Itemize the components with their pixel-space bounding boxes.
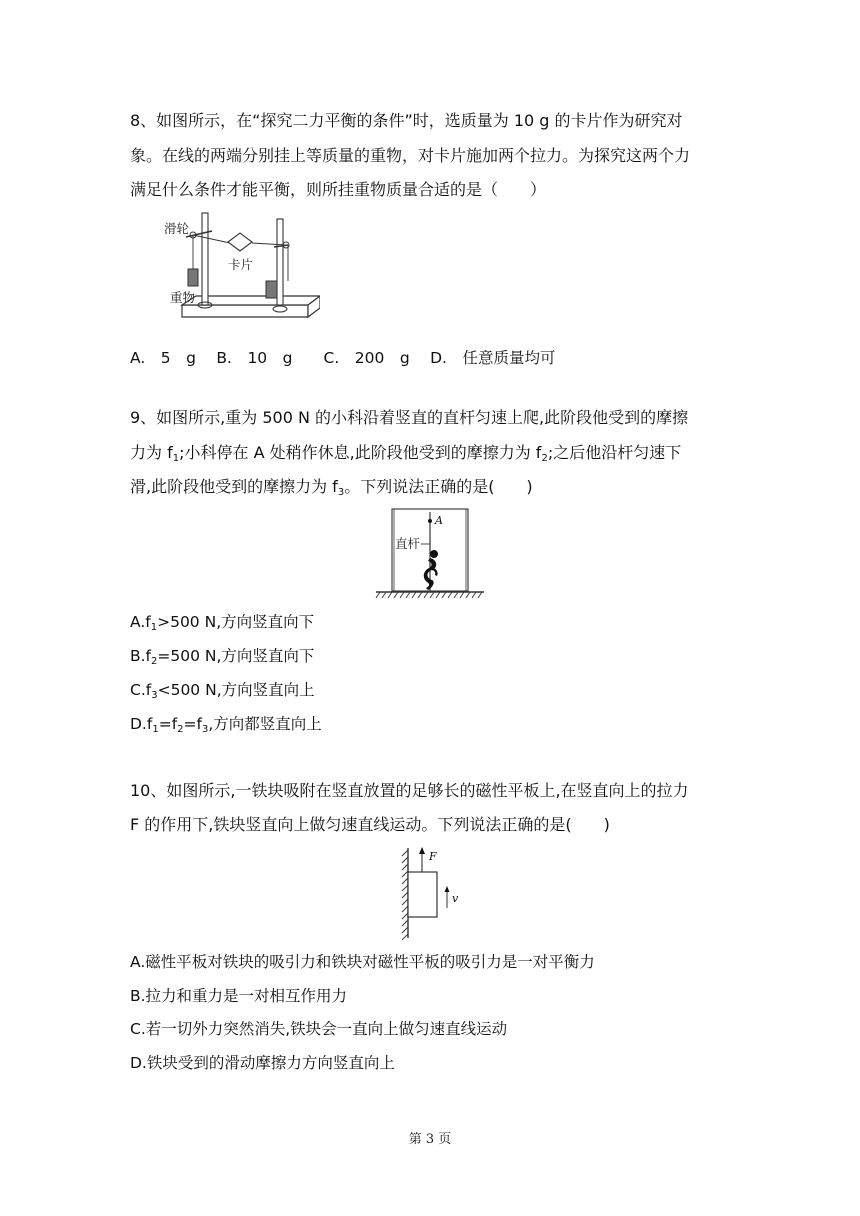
q9-option-b: $B.f_2=500$ N,方向竖直向下 bbox=[130, 647, 315, 667]
q9-option-a: $A.f_1>500$ N,方向竖直向下 bbox=[130, 613, 315, 633]
velocity-v-label: v bbox=[452, 892, 459, 905]
q8-text-line-3: 满足什么条件才能平衡，则所挂重物质量合适的是（ ） bbox=[130, 180, 547, 199]
q8-text-line-2: 象。在线的两端分别挂上等质量的重物，对卡片施加两个拉力。为探究这两个力 bbox=[130, 146, 691, 165]
q10-option-b: B.拉力和重力是一对相互作用力 bbox=[130, 987, 348, 1005]
point-a-label: A bbox=[435, 514, 443, 527]
q9-option-d: $D.f_1=f_2=f_3$,方向都竖直向上 bbox=[130, 715, 322, 735]
q9-option-c: $C.f_3<500$ N,方向竖直向上 bbox=[130, 681, 315, 701]
weight-label: 重物 bbox=[170, 290, 196, 305]
pole-label: 直杆 bbox=[395, 536, 421, 551]
q9-text-line-1: 9、如图所示,重为 500 N 的小科沿着竖直的直杆匀速上爬,此阶段他受到的摩擦 bbox=[130, 408, 689, 427]
q10-text-line-2: F 的作用下,铁块竖直向上做匀速直线运动。下列说法正确的是( ) bbox=[130, 815, 610, 834]
climber-figure bbox=[424, 550, 438, 590]
card-label: 卡片 bbox=[228, 257, 254, 272]
q8-apparatus-figure bbox=[160, 205, 320, 335]
q10-magnetic-plate-figure bbox=[396, 844, 468, 940]
q8-text-line-1: 8、如图所示，在“探究二力平衡的条件”时，选质量为 10 g 的卡片作为研究对 bbox=[130, 111, 683, 130]
force-f-label: F bbox=[429, 850, 437, 863]
q10-option-a: A.磁性平板对铁块的吸引力和铁块对磁性平板的吸引力是一对平衡力 bbox=[130, 953, 595, 971]
page-number-footer: 第 3 页 bbox=[408, 1132, 452, 1147]
q9-text-line-2: 力为 $f_1$;小科停在 A 处稍作休息,此阶段他受到的摩擦力为 $f_2$;之后他沿杆匀速下 bbox=[130, 443, 682, 464]
q10-option-d: D.铁块受到的滑动摩擦力方向竖直向上 bbox=[130, 1054, 395, 1072]
q10-option-c: C.若一切外力突然消失,铁块会一直向上做匀速直线运动 bbox=[130, 1020, 508, 1038]
q9-pole-climber-figure bbox=[372, 506, 488, 602]
q9-text-line-3: 滑,此阶段他受到的摩擦力为 $f_3$。下列说法正确的是( ) bbox=[130, 477, 533, 498]
q8-options: A. 5 g B. 10 g C. 200 g D. 任意质量均可 bbox=[130, 349, 556, 367]
pulley-label: 滑轮 bbox=[164, 221, 190, 236]
q10-text-line-1: 10、如图所示,一铁块吸附在竖直放置的足够长的磁性平板上,在竖直向上的拉力 bbox=[130, 781, 689, 800]
